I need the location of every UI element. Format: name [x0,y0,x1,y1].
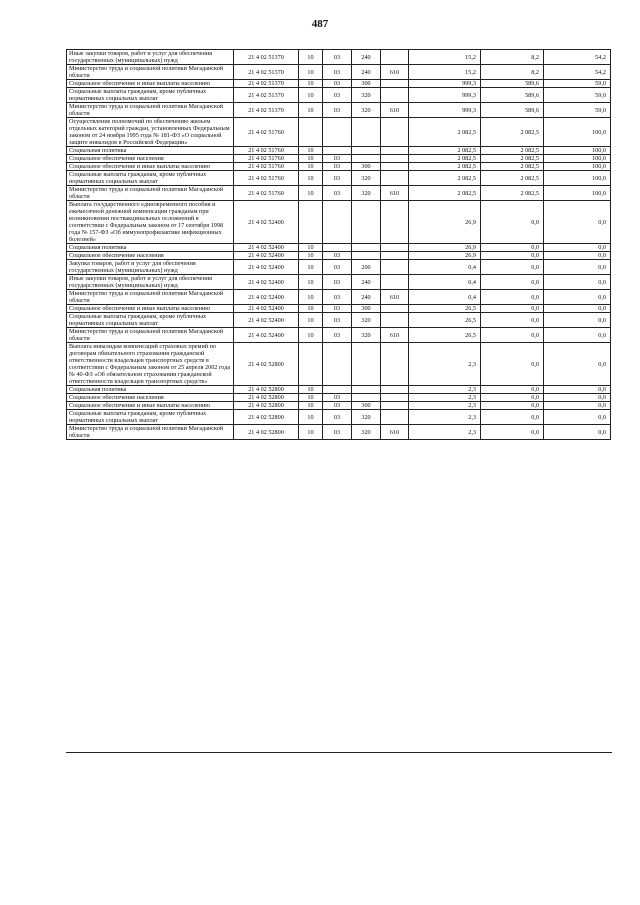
cell-plan: 26,5 [409,313,481,328]
cell-administrator [381,260,409,275]
cell-administrator: 610 [381,328,409,343]
cell-executed: 0,0 [481,244,544,252]
cell-name: Социальное обеспечение и иные выплаты населению [67,163,234,171]
cell-target-code: 21 4 02 52800 [234,343,299,386]
cell-percent: 0,0 [544,394,611,402]
cell-percent: 0,0 [544,201,611,244]
cell-percent: 100,0 [544,163,611,171]
cell-plan: 2,3 [409,410,481,425]
cell-administrator: 610 [381,290,409,305]
cell-name: Иные закупки товаров, работ и услуг для обеспечения государственных (муниципальных) нужд [67,50,234,65]
cell-section: 10 [299,425,323,440]
cell-section: 10 [299,305,323,313]
cell-subsection: 03 [323,50,352,65]
cell-subsection: 03 [323,394,352,402]
cell-percent: 0,0 [544,425,611,440]
cell-plan: 2 082,5 [409,118,481,147]
cell-name: Социальное обеспечение населения [67,394,234,402]
table-row [67,155,611,163]
cell-expense-type: 320 [352,410,381,425]
cell-target-code: 21 4 02 52400 [234,244,299,252]
cell-expense-type [352,252,381,260]
cell-subsection [323,201,352,244]
cell-target-code: 21 4 02 51370 [234,80,299,88]
cell-percent: 0,0 [544,290,611,305]
table-row [67,290,611,305]
table-body [67,50,611,440]
cell-expense-type [352,147,381,155]
cell-section: 10 [299,410,323,425]
cell-plan: 0,4 [409,275,481,290]
cell-section: 10 [299,260,323,275]
cell-target-code: 21 4 02 51370 [234,88,299,103]
cell-section: 10 [299,244,323,252]
cell-section: 10 [299,155,323,163]
footer-divider [66,752,612,753]
cell-plan: 2,3 [409,402,481,410]
cell-plan: 2 082,5 [409,163,481,171]
table-row [67,88,611,103]
cell-administrator [381,50,409,65]
cell-section: 10 [299,103,323,118]
cell-section: 10 [299,394,323,402]
cell-target-code: 21 4 02 51760 [234,186,299,201]
cell-percent: 0,0 [544,275,611,290]
table-row [67,394,611,402]
cell-name: Социальное обеспечение населения [67,155,234,163]
cell-target-code: 21 4 02 52400 [234,252,299,260]
cell-section [299,343,323,386]
cell-name: Министерство труда и социальной политики Магаданской области [67,290,234,305]
table-row [67,328,611,343]
cell-administrator [381,343,409,386]
cell-subsection [323,386,352,394]
cell-administrator [381,244,409,252]
cell-subsection [323,244,352,252]
cell-section: 10 [299,80,323,88]
cell-section: 10 [299,313,323,328]
table-row [67,410,611,425]
cell-expense-type: 300 [352,305,381,313]
cell-target-code: 21 4 02 52800 [234,425,299,440]
cell-percent: 100,0 [544,147,611,155]
cell-target-code: 21 4 02 52800 [234,402,299,410]
cell-section: 10 [299,50,323,65]
cell-expense-type: 240 [352,65,381,80]
cell-subsection: 03 [323,65,352,80]
cell-percent: 59,0 [544,88,611,103]
cell-subsection: 03 [323,290,352,305]
cell-executed: 0,0 [481,290,544,305]
cell-expense-type: 300 [352,163,381,171]
cell-administrator [381,118,409,147]
cell-name: Министерство труда и социальной политики Магаданской области [67,328,234,343]
cell-executed: 589,6 [481,80,544,88]
cell-expense-type: 320 [352,88,381,103]
cell-executed: 0,0 [481,201,544,244]
cell-executed: 2 082,5 [481,171,544,186]
cell-section: 10 [299,65,323,80]
budget-table [66,49,611,440]
cell-percent: 54,2 [544,65,611,80]
cell-percent: 59,0 [544,103,611,118]
cell-plan: 999,3 [409,103,481,118]
table-row [67,386,611,394]
cell-administrator: 610 [381,425,409,440]
cell-administrator [381,305,409,313]
cell-target-code: 21 4 02 51760 [234,171,299,186]
table-row [67,252,611,260]
cell-plan: 26,9 [409,252,481,260]
cell-plan: 2 082,5 [409,171,481,186]
table-row [67,147,611,155]
cell-subsection: 03 [323,275,352,290]
cell-section: 10 [299,328,323,343]
cell-target-code: 21 4 02 52400 [234,260,299,275]
cell-target-code: 21 4 02 52400 [234,290,299,305]
cell-expense-type [352,386,381,394]
cell-plan: 2,3 [409,343,481,386]
cell-executed: 8,2 [481,50,544,65]
cell-name: Социальная политика [67,244,234,252]
cell-subsection: 03 [323,186,352,201]
cell-section: 10 [299,275,323,290]
cell-plan: 999,3 [409,88,481,103]
cell-percent: 0,0 [544,386,611,394]
cell-executed: 0,0 [481,305,544,313]
cell-percent: 0,0 [544,328,611,343]
cell-section: 10 [299,386,323,394]
table-row [67,402,611,410]
table-row [67,201,611,244]
table-row [67,80,611,88]
cell-name: Министерство труда и социальной политики Магаданской области [67,65,234,80]
cell-target-code: 21 4 02 52400 [234,275,299,290]
cell-target-code: 21 4 02 52800 [234,410,299,425]
cell-expense-type: 320 [352,425,381,440]
cell-executed: 0,0 [481,343,544,386]
cell-target-code: 21 4 02 52800 [234,394,299,402]
cell-executed: 0,0 [481,386,544,394]
cell-name: Выплата государственного единовременного пособия и ежемесячной денежной компенсации гражданам при возникновении поствакцинальных осложнений в соответствии с Федеральным законом от 17 сентября 1998 года № 157-ФЗ «Об иммунопрофилактике инфекционных болезней» [67,201,234,244]
cell-plan: 2,3 [409,425,481,440]
table-row [67,305,611,313]
cell-expense-type: 320 [352,186,381,201]
cell-subsection [323,147,352,155]
cell-subsection: 03 [323,328,352,343]
cell-percent: 0,0 [544,410,611,425]
cell-percent: 59,0 [544,80,611,88]
table-row [67,65,611,80]
cell-subsection: 03 [323,171,352,186]
cell-expense-type: 240 [352,50,381,65]
cell-expense-type: 240 [352,275,381,290]
cell-executed: 2 082,5 [481,147,544,155]
cell-administrator [381,163,409,171]
cell-target-code: 21 4 02 51760 [234,155,299,163]
cell-target-code: 21 4 02 51760 [234,163,299,171]
cell-expense-type: 200 [352,260,381,275]
cell-plan: 2 082,5 [409,155,481,163]
cell-percent: 100,0 [544,186,611,201]
cell-expense-type [352,201,381,244]
cell-executed: 2 082,5 [481,118,544,147]
cell-target-code: 21 4 02 51370 [234,103,299,118]
cell-name: Министерство труда и социальной политики Магаданской области [67,186,234,201]
cell-name: Закупка товаров, работ и услуг для обеспечения государственных (муниципальных) нужд [67,260,234,275]
table-row [67,50,611,65]
cell-executed: 0,0 [481,425,544,440]
cell-executed: 589,6 [481,88,544,103]
cell-section: 10 [299,88,323,103]
cell-section: 10 [299,147,323,155]
table-row [67,163,611,171]
cell-administrator [381,201,409,244]
cell-subsection [323,118,352,147]
cell-target-code: 21 4 02 52800 [234,386,299,394]
cell-expense-type: 320 [352,103,381,118]
cell-name: Министерство труда и социальной политики Магаданской области [67,103,234,118]
cell-plan: 15,2 [409,50,481,65]
cell-target-code: 21 4 02 51760 [234,147,299,155]
table-row [67,425,611,440]
cell-expense-type: 320 [352,313,381,328]
cell-executed: 589,6 [481,103,544,118]
cell-section: 10 [299,402,323,410]
cell-executed: 2 082,5 [481,186,544,201]
cell-percent: 54,2 [544,50,611,65]
cell-administrator [381,88,409,103]
cell-plan: 26,9 [409,244,481,252]
cell-section [299,201,323,244]
cell-section: 10 [299,186,323,201]
table-row [67,275,611,290]
cell-percent: 0,0 [544,260,611,275]
cell-expense-type [352,118,381,147]
cell-administrator [381,147,409,155]
cell-name: Социальное обеспечение и иные выплаты населению [67,80,234,88]
cell-subsection: 03 [323,425,352,440]
cell-name: Министерство труда и социальной политики Магаданской области [67,425,234,440]
cell-plan: 2,3 [409,386,481,394]
cell-subsection: 03 [323,410,352,425]
cell-administrator [381,275,409,290]
cell-executed: 0,0 [481,252,544,260]
cell-subsection: 03 [323,313,352,328]
cell-name: Социальное обеспечение и иные выплаты населению [67,305,234,313]
cell-administrator: 610 [381,103,409,118]
cell-expense-type [352,244,381,252]
table-row [67,186,611,201]
cell-plan: 999,3 [409,80,481,88]
cell-name: Иные закупки товаров, работ и услуг для обеспечения государственных (муниципальных) нужд [67,275,234,290]
cell-name: Социальное обеспечение и иные выплаты населению [67,402,234,410]
cell-expense-type [352,155,381,163]
cell-subsection: 03 [323,260,352,275]
table-row [67,103,611,118]
cell-target-code: 21 4 02 52400 [234,305,299,313]
cell-expense-type: 240 [352,290,381,305]
table-row [67,244,611,252]
cell-executed: 0,0 [481,275,544,290]
cell-administrator [381,80,409,88]
cell-executed: 0,0 [481,394,544,402]
cell-administrator [381,313,409,328]
cell-expense-type: 320 [352,171,381,186]
cell-subsection: 03 [323,305,352,313]
cell-percent: 0,0 [544,313,611,328]
cell-executed: 2 082,5 [481,155,544,163]
cell-expense-type: 320 [352,328,381,343]
cell-plan: 0,4 [409,260,481,275]
cell-percent: 100,0 [544,118,611,147]
cell-name: Социальные выплаты гражданам, кроме публичных нормативных социальных выплат [67,313,234,328]
cell-target-code: 21 4 02 51370 [234,65,299,80]
cell-percent: 0,0 [544,402,611,410]
cell-subsection [323,343,352,386]
cell-expense-type: 300 [352,402,381,410]
cell-subsection: 03 [323,80,352,88]
cell-name: Осуществление полномочий по обеспечению жильем отдельных категорий граждан, установленных Федеральным законом от 24 ноября 1995 года № 181-ФЗ «О социальной защите инвалидов в Российской Федерации» [67,118,234,147]
cell-administrator [381,410,409,425]
cell-target-code: 21 4 02 52400 [234,313,299,328]
cell-name: Выплата инвалидам компенсаций страховых премий по договорам обязательного страхования гражданской ответственности владельцев транспортных средств в соответствии с Федеральным законом от 25 апреля 2002 года № 40-ФЗ «Об обязательном страховании гражданской ответственности владельцев транспортных средств» [67,343,234,386]
cell-plan: 15,2 [409,65,481,80]
cell-expense-type [352,394,381,402]
cell-administrator [381,386,409,394]
cell-section: 10 [299,290,323,305]
cell-section: 10 [299,171,323,186]
page-number: 487 [311,18,329,30]
cell-administrator: 610 [381,65,409,80]
cell-percent: 100,0 [544,171,611,186]
cell-executed: 0,0 [481,313,544,328]
cell-plan: 26,5 [409,328,481,343]
cell-name: Социальные выплаты гражданам, кроме публичных нормативных социальных выплат [67,171,234,186]
cell-administrator [381,394,409,402]
table-row [67,343,611,386]
cell-expense-type [352,343,381,386]
cell-section [299,118,323,147]
cell-percent: 0,0 [544,244,611,252]
cell-plan: 0,4 [409,290,481,305]
table-row [67,313,611,328]
cell-subsection: 03 [323,252,352,260]
cell-plan: 2 082,5 [409,147,481,155]
cell-expense-type: 300 [352,80,381,88]
cell-percent: 0,0 [544,252,611,260]
cell-administrator: 610 [381,186,409,201]
cell-executed: 0,0 [481,410,544,425]
cell-executed: 0,0 [481,402,544,410]
table-row [67,171,611,186]
cell-name: Социальные выплаты гражданам, кроме публичных нормативных социальных выплат [67,88,234,103]
cell-executed: 0,0 [481,260,544,275]
cell-section: 10 [299,163,323,171]
cell-plan: 26,5 [409,305,481,313]
cell-target-code: 21 4 02 51370 [234,50,299,65]
cell-percent: 0,0 [544,343,611,386]
cell-executed: 8,2 [481,65,544,80]
cell-administrator [381,402,409,410]
cell-subsection: 03 [323,402,352,410]
cell-percent: 100,0 [544,155,611,163]
cell-administrator [381,171,409,186]
cell-target-code: 21 4 02 52400 [234,328,299,343]
table-row [67,118,611,147]
cell-name: Социальная политика [67,147,234,155]
cell-target-code: 21 4 02 51760 [234,118,299,147]
cell-administrator [381,155,409,163]
cell-executed: 0,0 [481,328,544,343]
cell-subsection: 03 [323,155,352,163]
cell-subsection: 03 [323,163,352,171]
cell-target-code: 21 4 02 52400 [234,201,299,244]
cell-plan: 2 082,5 [409,186,481,201]
cell-name: Социальные выплаты гражданам, кроме публичных нормативных социальных выплат [67,410,234,425]
cell-name: Социальная политика [67,386,234,394]
cell-name: Социальное обеспечение населения [67,252,234,260]
cell-subsection: 03 [323,88,352,103]
cell-subsection: 03 [323,103,352,118]
cell-section: 10 [299,252,323,260]
cell-plan: 2,3 [409,394,481,402]
cell-percent: 0,0 [544,305,611,313]
cell-administrator [381,252,409,260]
table-row [67,260,611,275]
cell-plan: 26,9 [409,201,481,244]
cell-executed: 2 082,5 [481,163,544,171]
